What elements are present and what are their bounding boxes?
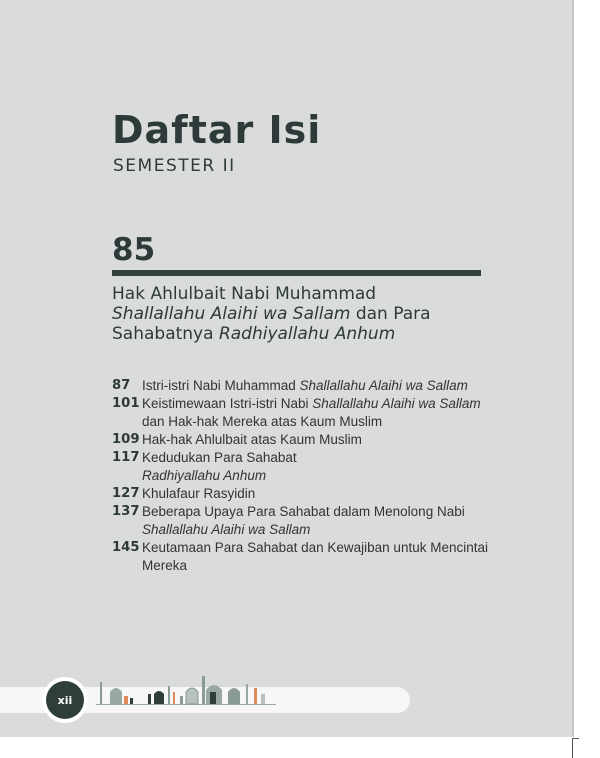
table-of-contents (112, 377, 492, 575)
mosque-skyline-icon (96, 670, 276, 710)
toc-page-number: 145 (112, 540, 140, 555)
toc-item[interactable] (112, 395, 492, 431)
chapter-title-line3-plain: Sahabatnya (112, 324, 219, 344)
toc-page-number: 137 (112, 504, 140, 519)
chapter-title-line3 (112, 324, 492, 344)
toc-item[interactable] (112, 539, 492, 575)
toc-entry-text: Kedudukan Para Sahabat Radhiyallahu Anhum (142, 450, 297, 483)
chapter-title (112, 284, 492, 344)
chapter-title-line1: Hak Ahlulbait Nabi Muhammad (112, 284, 377, 304)
toc-item[interactable] (112, 431, 492, 449)
page-number-label: xii (46, 681, 84, 719)
toc-entry-text: Beberapa Upaya Para Sahabat dalam Menolong Nabi Shallallahu Alaihi wa Sallam (142, 504, 465, 537)
toc-page-number: 117 (112, 450, 140, 465)
toc-page-number: 127 (112, 486, 140, 501)
page-number-badge (42, 677, 88, 723)
page-edge (572, 0, 574, 737)
toc-entry-text: Keistimewaan Istri-istri Nabi Shallallahu Alaihi wa Sallam dan Hak-hak Mereka atas Kaum Muslim (142, 396, 481, 429)
chapter-divider (112, 270, 481, 276)
toc-page-number: 101 (112, 396, 140, 411)
toc-entry-text: Hak-hak Ahlulbait atas Kaum Muslim (142, 432, 362, 447)
chapter-title-line2 (112, 304, 492, 324)
toc-page-number: 87 (112, 378, 131, 393)
toc-item[interactable] (112, 485, 492, 503)
toc-entry-text: Keutamaan Para Sahabat dan Kewajiban untuk Mencintai Mereka (142, 540, 488, 573)
toc-item[interactable] (112, 503, 492, 539)
page-title: Daftar Isi (112, 108, 322, 152)
crop-mark (572, 738, 579, 758)
toc-item[interactable] (112, 377, 492, 395)
toc-entry-text: Khulafaur Rasyidin (142, 486, 256, 501)
semester-subtitle: SEMESTER II (113, 156, 236, 176)
chapter-page-number: 85 (112, 232, 156, 268)
chapter-title-line2-rest: dan Para (350, 304, 431, 324)
toc-page-number: 109 (112, 432, 140, 447)
chapter-title-line3-italic: Radhiyallahu Anhum (218, 324, 396, 344)
toc-entry-text: Istri-istri Nabi Muhammad Shallallahu Alaihi wa Sallam (142, 378, 468, 393)
chapter-title-honorific: Shallallahu Alaihi wa Sallam (112, 304, 351, 324)
toc-item[interactable] (112, 449, 492, 485)
